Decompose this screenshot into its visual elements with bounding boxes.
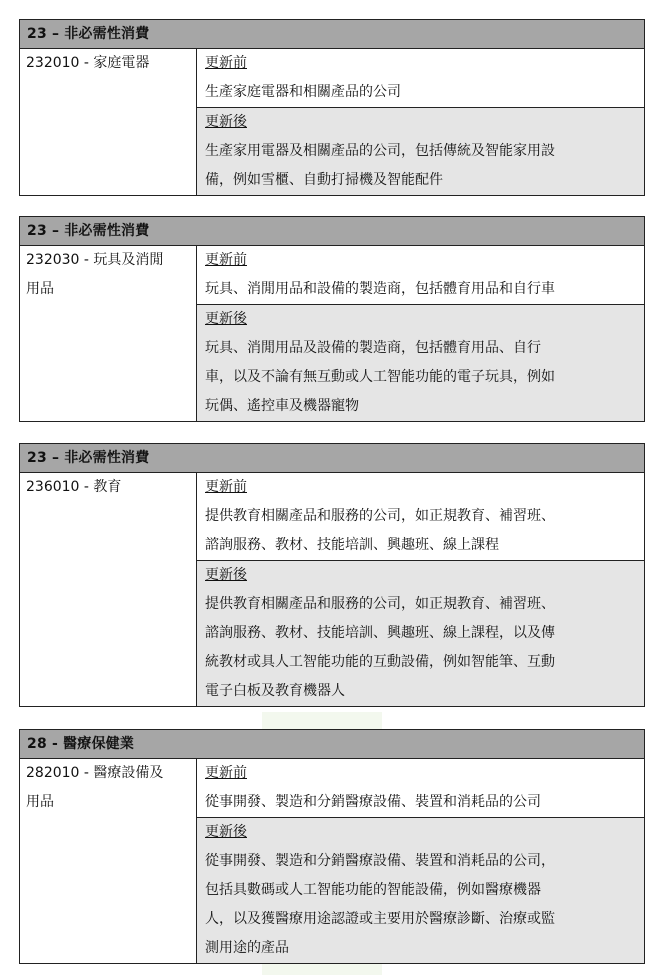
change-block-236010 <box>19 443 645 707</box>
before-text-line: 諮詢服務、教材、技能培訓、興趣班、線上課程 <box>205 537 499 553</box>
after-text-line: 生產家用電器及相關產品的公司，包括傳統及智能家用設 <box>205 143 555 159</box>
after-label: 更新後 <box>205 114 247 130</box>
industry-code <box>20 473 197 706</box>
after-text-line: 玩具、消閒用品及設備的製造商，包括體育用品、自行 <box>205 340 541 356</box>
sector-header: 28 - 醫療保健業 <box>20 730 644 759</box>
before-section <box>197 759 644 817</box>
change-block-232030 <box>19 216 645 422</box>
after-text-line: 車，以及不論有無互動或人工智能功能的電子玩具，例如 <box>205 369 555 385</box>
before-label: 更新前 <box>205 479 247 495</box>
after-text-line: 包括具數碼或人工智能功能的智能設備，例如醫療機器 <box>205 882 541 898</box>
after-label: 更新後 <box>205 311 247 327</box>
before-label: 更新前 <box>205 55 247 71</box>
before-text-line: 玩具、消閒用品和設備的製造商，包括體育用品和自行車 <box>205 281 555 297</box>
after-text-line: 統教材或具人工智能功能的互動設備，例如智能筆、互動 <box>205 654 555 670</box>
industry-code-line: 用品 <box>26 281 54 297</box>
industry-code <box>20 49 197 195</box>
after-section <box>197 304 644 421</box>
before-section <box>197 49 644 107</box>
change-block-282010 <box>19 729 645 964</box>
after-section <box>197 107 644 195</box>
after-text-line: 電子白板及教育機器人 <box>205 683 345 699</box>
industry-code-line: 282010 - 醫療設備及 <box>26 765 164 781</box>
after-section <box>197 817 644 963</box>
before-text-line: 生產家庭電器和相關產品的公司 <box>205 84 401 100</box>
after-text-line: 人，以及獲醫療用途認證或主要用於醫療診斷、治療或監 <box>205 911 555 927</box>
before-text-line: 從事開發、製造和分銷醫療設備、裝置和消耗品的公司 <box>205 794 541 810</box>
before-label: 更新前 <box>205 765 247 781</box>
industry-code-line: 232030 - 玩具及消閒 <box>26 252 164 268</box>
after-section <box>197 560 644 706</box>
after-text-line: 從事開發、製造和分銷醫療設備、裝置和消耗品的公司， <box>205 853 555 869</box>
after-text-line: 諮詢服務、教材、技能培訓、興趣班、線上課程，以及傳 <box>205 625 555 641</box>
sector-header: 23 – 非必需性消費 <box>20 444 644 473</box>
sector-header: 23 – 非必需性消費 <box>20 217 644 246</box>
before-label: 更新前 <box>205 252 247 268</box>
industry-code <box>20 246 197 421</box>
industry-code <box>20 759 197 963</box>
industry-code-line: 232010 - 家庭電器 <box>26 55 150 71</box>
before-text-line: 提供教育相關產品和服務的公司，如正規教育、補習班、 <box>205 508 555 524</box>
change-block-232010 <box>19 19 645 196</box>
after-label: 更新後 <box>205 567 247 583</box>
after-label: 更新後 <box>205 824 247 840</box>
after-text-line: 提供教育相關產品和服務的公司，如正規教育、補習班、 <box>205 596 555 612</box>
after-text-line: 玩偶、遙控車及機器寵物 <box>205 398 359 414</box>
before-section <box>197 473 644 560</box>
after-text-line: 測用途的產品 <box>205 940 289 956</box>
after-text-line: 備，例如雪櫃、自動打掃機及智能配件 <box>205 172 443 188</box>
industry-code-line: 236010 - 教育 <box>26 479 122 495</box>
sector-header: 23 – 非必需性消費 <box>20 20 644 49</box>
before-section <box>197 246 644 304</box>
industry-code-line: 用品 <box>26 794 54 810</box>
